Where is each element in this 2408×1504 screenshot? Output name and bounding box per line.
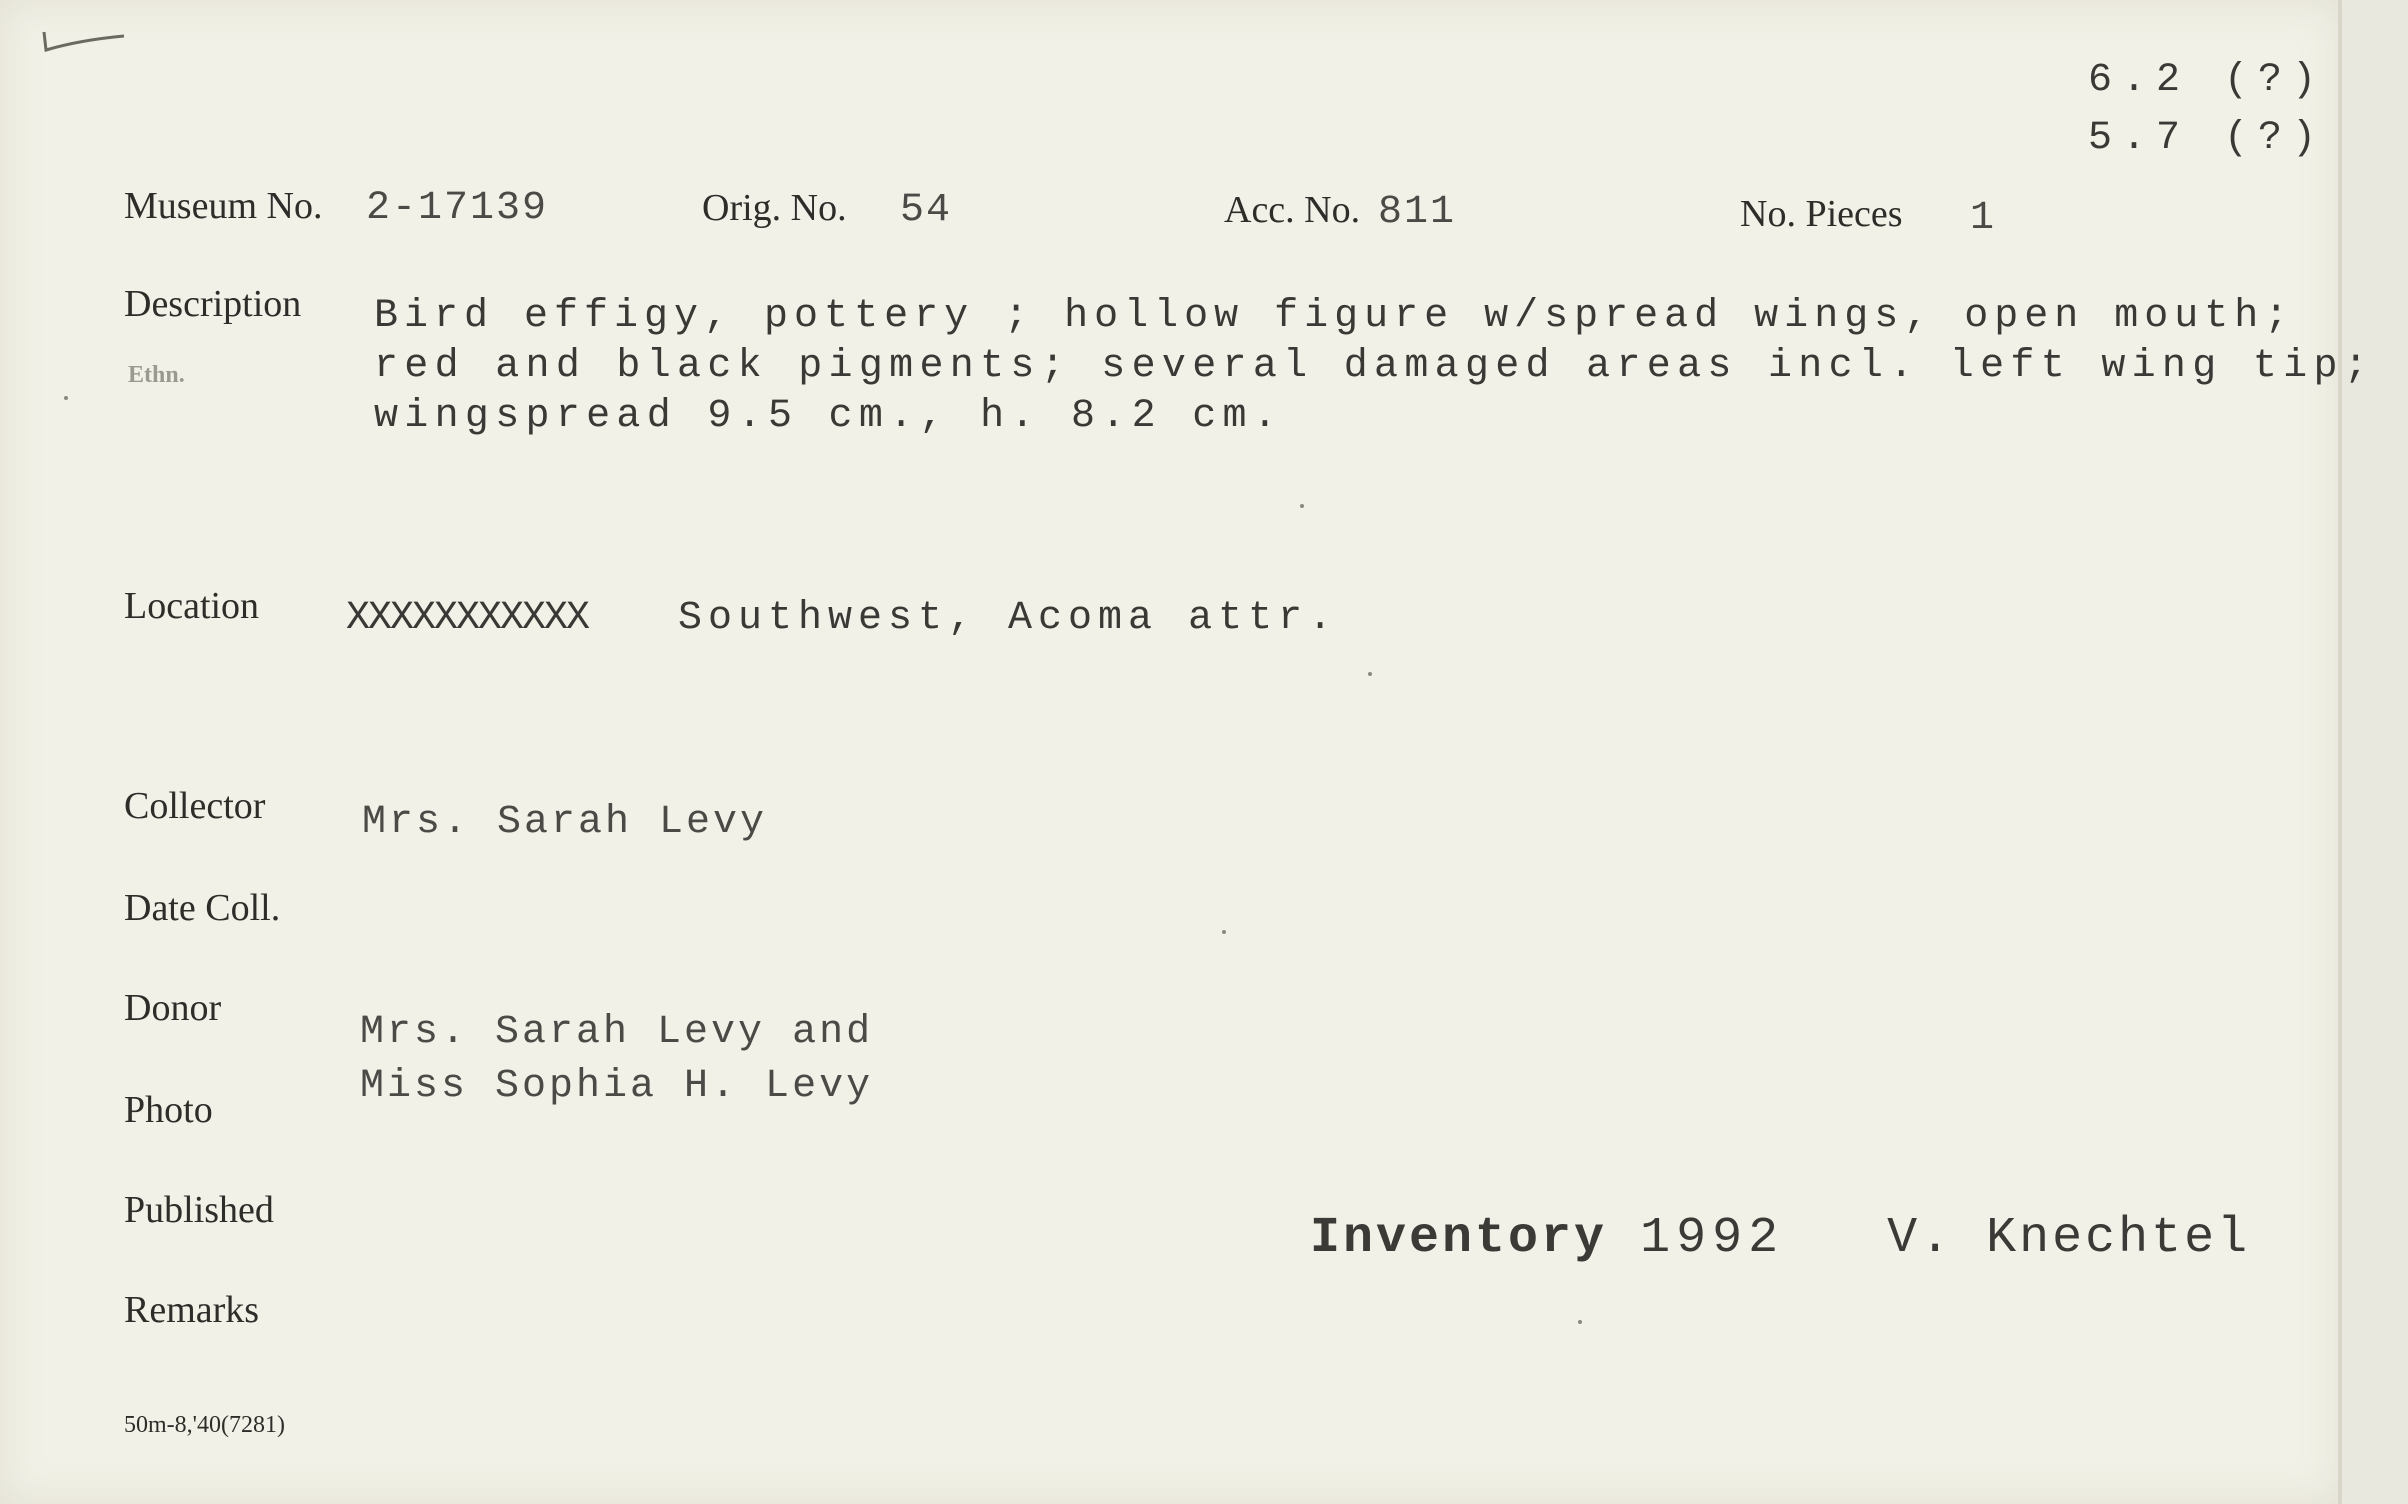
inventory-stamp (1310, 1210, 2250, 1267)
donor-line-2: Miss Sophia H. Levy (360, 1064, 874, 1109)
description-line-2: red and black pigments; several damaged areas incl. left wing tip; (374, 344, 2375, 389)
description-line-1: Bird effigy, pottery ; hollow figure w/spread wings, open mouth; (374, 294, 2295, 339)
orig-no-value: 54 (900, 188, 953, 233)
acc-no-value: 811 (1378, 190, 1457, 235)
photo-label: Photo (124, 1089, 213, 1131)
ethn-note: Ethn. (128, 362, 185, 388)
print-code: 50m-8,'40(7281) (124, 1412, 285, 1438)
speck (64, 396, 68, 400)
speck (1368, 672, 1372, 676)
pieces-label: No. Pieces (1740, 193, 1903, 235)
orig-no-label: Orig. No. (702, 187, 847, 229)
donor-label: Donor (124, 987, 222, 1029)
measurement-1: 6.2 (?) (2088, 58, 2327, 103)
speck (1222, 930, 1226, 934)
museum-no-value: 2-17139 (366, 186, 549, 231)
stamp-word: Inventory (1310, 1210, 1608, 1267)
published-label: Published (124, 1189, 274, 1231)
location-label: Location (124, 585, 260, 627)
location-value: Southwest, Acoma attr. (678, 596, 1339, 641)
pieces-value: 1 (1970, 196, 2002, 241)
speck (1300, 504, 1304, 508)
donor-line-1: Mrs. Sarah Levy and (360, 1010, 874, 1055)
date-coll-label: Date Coll. (124, 887, 281, 929)
speck (1578, 1320, 1582, 1324)
description-label: Description (124, 283, 302, 325)
collector-value: Mrs. Sarah Levy (362, 800, 768, 845)
card-edge (2338, 0, 2342, 1504)
stamp-name: V. Knechtel (1887, 1210, 2251, 1267)
collector-label: Collector (124, 785, 266, 827)
remarks-label: Remarks (124, 1289, 260, 1331)
measurement-2: 5.7 (?) (2088, 116, 2327, 161)
museum-no-label: Museum No. (124, 185, 323, 227)
pencil-check-mark (40, 30, 126, 54)
acc-no-label: Acc. No. (1224, 189, 1361, 231)
description-line-3: wingspread 9.5 cm., h. 8.2 cm. (374, 394, 1284, 439)
location-struck-text: XXXXXXXXXXX (346, 596, 589, 641)
stamp-year: 1992 (1640, 1210, 1785, 1267)
